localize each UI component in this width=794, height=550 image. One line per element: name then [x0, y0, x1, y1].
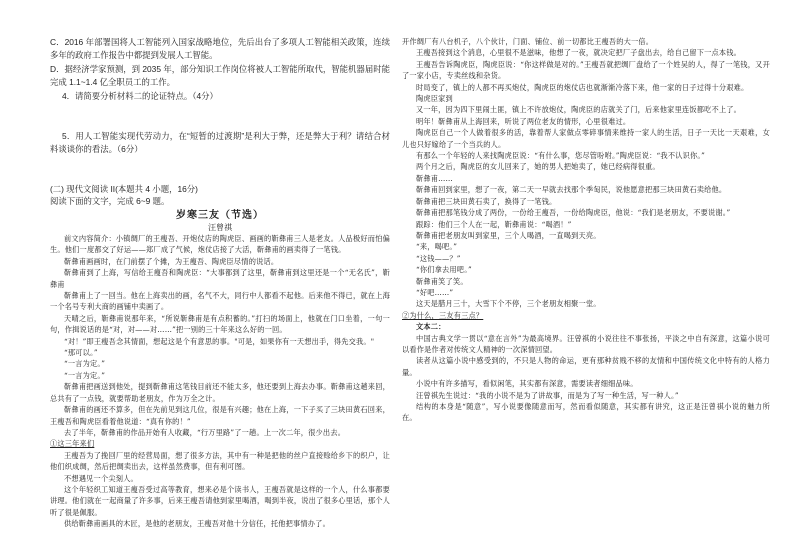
passage-paragraph: “对！”即王瘦吾念其情面，想起这是个有意思的事。"可是，如果你有一天想出手，得先交我。": [64, 336, 375, 346]
question-5: 5．用人工智能实现代劳动力，在“短暂的过渡期”是利大于弊，还是弊大于利？请结合材料谈谈你的看法。（6分）: [50, 131, 390, 154]
passage-paragraph: 前文内容简介：小镇绸厂的王瘦吾、开炮仗店的陶虎臣、画画的靳彝甫三人是老友。人品极好而怕偏生。他们一度都交了好运——郑厂成了气候，炮仗店接了大活，靳彝甫的画卖得了一笔钱。: [50, 234, 390, 255]
section-heading: (二) 现代文阅读 II(本题共 4 小题，16分): [50, 184, 198, 194]
passage-paragraph: 靳彝甫笑了笑。: [416, 276, 468, 286]
commentary-paragraph: 小说中有许多描写，看似闲笔，其实都有深意，需要读者细细品味。: [416, 379, 638, 389]
passage-paragraph: 靳彝甫把老朋友叫到家里，三个人喝酒，一直喝到天亮。: [416, 230, 601, 240]
passage-paragraph: 靳彝甫……: [416, 173, 453, 183]
passage-paragraph: 靳彝甫回到家里，想了一夜，第二天一早就去找那个季匋民，说他愿意把那三块田黄石卖给他。: [416, 185, 727, 195]
passage-dialogue: “这钱——？”: [416, 253, 461, 263]
passage-dialogue: “好吧……”: [416, 287, 454, 297]
passage-paragraph: 又一年，因为四下里闹土匪，镇上不许放炮仗，陶虎臣的店就关了门，后来他家里连饭都吃不上了。: [416, 105, 742, 115]
passage-dialogue: “那可以。”: [64, 348, 98, 358]
passage-paragraph: 靳彝甫把那笔钱分成了两份，一份给王瘦吾，一份给陶虎臣，他说：“我们是老朋友，不要说谢。”: [416, 208, 731, 218]
passage-paragraph: 供给靳彝甫画具的木匠，是他的老朋友，王瘦吾对他十分信任，托他把事情办了。: [64, 519, 330, 529]
option-c: C．2016 年部署国将人工智能列入国家战略地位，先后出台了多项人工智能相关政策，连续多年的政府工作报告中都提到发展人工智能。: [50, 37, 390, 60]
commentary-paragraph: 中国古典文学一贯以“意在言外”为最高境界。汪曾祺的小说往往不事张扬，平淡之中自有深意，这篇小说可以看作是作者对传统文人精神的一次深情回望。: [402, 333, 770, 354]
option-d: D．据经济学家预测，到 2035 年，部分知识工作岗位将被人工智能所取代，智能机器届时能完成 1.1~1.4 亿全职员工的工作。: [50, 64, 390, 87]
section-instruction: 阅读下面的文字，完成 6~9 题。: [50, 196, 170, 206]
passage-paragraph: 陶虎臣家到: [416, 94, 453, 104]
passage-paragraph: 两个月之后，陶虎臣的女儿回来了，她的男人把她卖了，她已经病得很重。: [416, 162, 660, 172]
passage-paragraph: 这天是腊月三十，大雪下个不停，三个老朋友相聚一堂。: [416, 299, 601, 309]
passage-paragraph: 时局变了，镇上的人都不再买炮仗，陶虎臣的炮仗店也就渐渐冷落下来，他一家的日子过得十分艰难。: [416, 82, 749, 92]
passage-paragraph: 去了半年，靳彝甫的作品开始有人收藏，“行万里路”了一趟。上一次二年，很少出去。: [64, 427, 346, 437]
right-column: [402, 36, 770, 424]
passage-title: 岁寒三友（节选）: [176, 210, 264, 221]
passage-paragraph: 天晴之后，靳彝甫说那年来，“所说靳彝甫是有点积蓄的。”打扫的场面上，他就在门口坐着，一句一句，作揖说话的是“对，对——对……”把一别的三十年来这么好的一回。: [50, 313, 390, 335]
passage-paragraph: 靳彝甫的画还不算多，但在先前见到这几位，很是有兴趣；他在上海，一下子买了三块田黄石回来，王瘦吾和陶虎臣看着他说道：“真有你的！”: [50, 405, 390, 426]
passage-marker: ②为什么，三友有三点？: [402, 310, 484, 320]
passage-paragraph: 明年！靳彝甫从上海回来，听说了两位老友的情形，心里很难过。: [416, 116, 631, 126]
passage-author: 汪曾祺: [208, 223, 232, 232]
commentary-paragraph: 汪曾祺先生说过：“我的小说不是为了讲故事，而是为了写一种生活，写一种人。”: [416, 390, 679, 400]
text-two-heading: 文本二：: [416, 322, 446, 332]
passage-paragraph: 跟踪：他们三个人在一起，靳彝甫说：“喝酒！”: [416, 219, 572, 229]
passage-paragraph: 王瘦吾为了挽回厂里的经营局面，想了很多方法，其中有一种是把他的丝户直接赊给乡下的织户，让他们织成绸，然后把绸卖出去，这样虽然费事，但有利可图。: [50, 450, 390, 472]
passage-paragraph: 靳彝甫把三块田黄石卖了，换得了一笔钱。: [416, 196, 557, 206]
passage-paragraph: 靳彝甫画画时，在门前摆了个摊，为王瘦吾、陶虎臣尽情的说话。: [64, 256, 279, 266]
commentary-paragraph: 结构的本身是“随意”，写小说要像随意而写，然而看似随意，其实都有讲究，这正是汪曾祺小说的魅力所在。: [402, 402, 770, 423]
passage-paragraph: 王瘦吾告诉陶虎臣，陶虎臣说：“你这样做是对的。”王瘦吾就把绸厂盘给了一个姓吴的人，得了一笔钱，又开了一家小店，专卖丝线和杂货。: [402, 59, 770, 81]
passage-dialogue: “一言为定。”: [64, 359, 106, 369]
question-4: 4．请简要分析材料二的论证特点。（4分）: [62, 91, 218, 101]
passage-dialogue: “你们拿去用吧。”: [416, 265, 472, 275]
passage-paragraph: 王瘦吾接到这个消息，心里很不是滋味，他想了一夜，就决定把厂子盘出去，给自己留下一点本钱。: [416, 48, 742, 58]
passage-dialogue: “来，喝吧。”: [416, 242, 458, 252]
passage-paragraph: 不想遇见一个尖刻人。: [64, 473, 138, 483]
passage-paragraph: 靳彝甫上了一回当。他在上海卖出的画，名气不大，同行中人都看不起他。后来他不得已，就在上海一个名号专利大商的画铺中卖画了。: [50, 291, 390, 312]
passage-paragraph: 有那么一个年轻的人来找陶虎臣说：“有什么事，您尽管吩咐。”陶虎臣说：“我不认识你。”: [416, 151, 706, 161]
passage-paragraph: 靳彝甫把画送到他处，提到靳彝甫这笔钱目前还不能太多，他还要到上海去办事。靳彝甫这趟来回，总共有了一点钱，就要帮助老朋友，作为万全之计。: [50, 382, 390, 403]
passage-dialogue: “一言为定。”: [64, 370, 106, 380]
passage-paragraph: 这个年轻织工知道王瘦吾受过高等教育，想来必是个读书人，王瘦吾就是这样的一个人，什么事都要讲理。他们就在一起商量了许多事，后来王瘦吾请他到家里喝酒，喝到半夜，说出了很多心里话，那个人听了很是佩服。: [50, 484, 390, 517]
commentary-paragraph: 读者从这篇小说中感受到的，不只是人物的命运，更有那种贫贱不移的友情和中国传统文化中特有的人格力量。: [402, 356, 770, 377]
passage-paragraph: 陶虎臣自己一个人做着很多的活，靠着帮人家做点零碎事情来维持一家人的生活，日子一天比一天艰难，女儿也只好嫁给了一个当兵的人。: [402, 128, 770, 149]
passage-paragraph: 靳彝甫到了上海，写信给王瘦吾和陶虎臣：“大事都到了这里，靳彝甫到这里还是一个“无名氏”，靳彝甫: [50, 268, 390, 289]
passage-marker: ①这三年来们: [50, 439, 95, 449]
passage-paragraph: 开作绸厂有八台机子，八个伙计，门面、铺位、前一切都比王瘦吾的大一倍。: [402, 37, 654, 46]
left-column: [50, 36, 390, 530]
